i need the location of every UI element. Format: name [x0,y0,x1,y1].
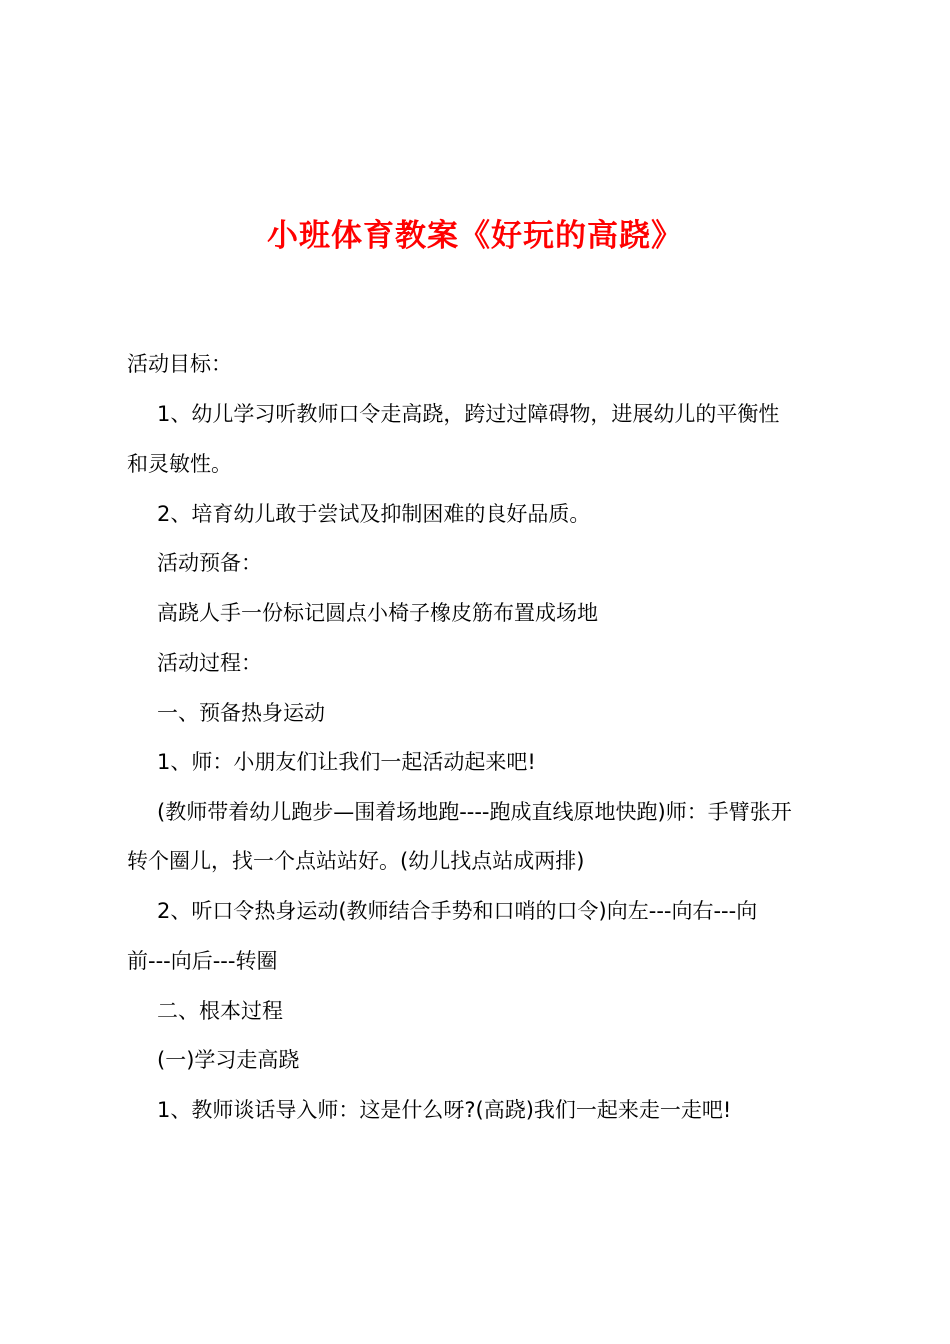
section-heading-activity-goals: 活动目标： [127,352,232,376]
paragraph-line: 转个圈儿，找一个点站站好。(幼儿找点站成两排) [127,849,585,873]
paragraph-line: 和灵敏性。 [127,452,232,476]
paragraph-line: 1、幼儿学习听教师口令走高跷，跨过过障碍物，进展幼儿的平衡性 [157,402,780,426]
paragraph-line: 1、师：小朋友们让我们一起活动起来吧! [157,750,536,774]
paragraph-line: (教师带着幼儿跑步—围着场地跑----跑成直线原地快跑)师：手臂张开 [157,800,792,824]
paragraph-line: 2、培育幼儿敢于尝试及抑制困难的良好品质。 [157,502,591,526]
document-title: 小班体育教案《好玩的高跷》 [267,218,683,254]
paragraph-line: 2、听口令热身运动(教师结合手势和口哨的口令)向左---向右---向 [157,899,758,923]
section-heading-activity-process: 活动过程： [157,651,262,675]
paragraph-line: 高跷人手一份标记圆点小椅子橡皮筋布置成场地 [157,601,598,625]
paragraph-line: 1、教师谈话导入师：这是什么呀?(高跷)我们一起来走一走吧! [157,1098,732,1122]
paragraph-line: 一、预备热身运动 [157,701,325,725]
section-heading-activity-preparation: 活动预备： [157,551,262,575]
paragraph-line: 二、根本过程 [157,999,283,1023]
paragraph-line: (一)学习走高跷 [157,1048,300,1072]
paragraph-line: 前---向后---转圈 [127,949,278,973]
